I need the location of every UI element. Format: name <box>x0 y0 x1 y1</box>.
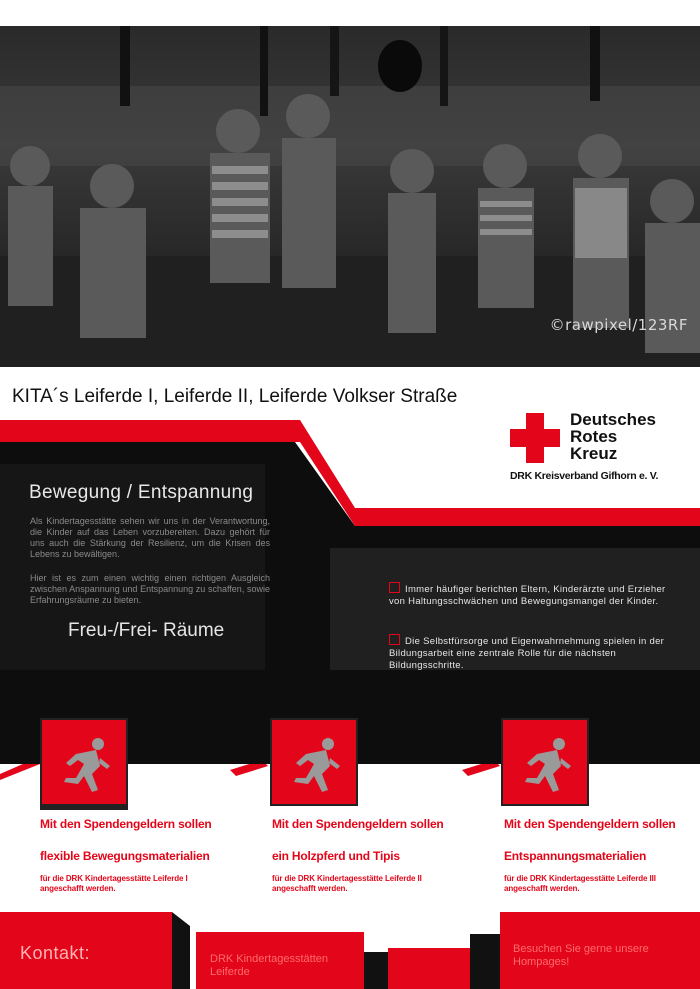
logo-line-3: Kreuz <box>570 444 618 463</box>
card-2-line-1: Mit den Spendengeldern sollen <box>272 817 444 831</box>
logo-subtitle: DRK Kreisverband Gifhorn e. V. <box>510 470 659 482</box>
card-1-line-2: flexible Bewegungsmaterialien <box>40 849 210 863</box>
square-bullet-icon <box>389 634 400 645</box>
note-item <box>389 582 669 608</box>
note-item <box>389 634 669 672</box>
note-text: Immer häufiger berichten Eltern, Kinderärzte und Erzieher von Haltungsschwächen und Bewegungsmangel der Kinder. <box>389 584 666 607</box>
footer-contact-label: Kontakt: <box>20 943 91 963</box>
page-title: KITA´s Leiferde I, Leiferde II, Leiferde Volkser Straße <box>12 386 458 407</box>
section-paragraph-2: Hier ist es zum einen wichtig einen richtigen Ausgleich zwischen Anspannung und Entspannung zu schaffen, sowie Erfahrungsräume zu bieten. <box>30 573 270 605</box>
card-3-line-1: Mit den Spendengeldern sollen <box>504 817 676 831</box>
photo-credit: ©rawpixel/123RF <box>549 316 688 334</box>
card-2-line-2: ein Holzpferd und Tipis <box>272 849 400 863</box>
running-person-icon <box>56 736 116 796</box>
red-cross-icon <box>510 413 560 463</box>
logo-wordmark <box>570 411 656 462</box>
card-2-line-3: für die DRK Kindertagesstätte Leiferde II angeschafft werden. <box>272 874 422 893</box>
square-bullet-icon <box>389 582 400 593</box>
running-person-icon <box>286 736 346 796</box>
card-1-line-1: Mit den Spendengeldern sollen <box>40 817 212 831</box>
card-icon-box <box>501 718 589 806</box>
footer-visit-note: Besuchen Sie gerne unsere Hompages! <box>513 943 649 968</box>
card-3-line-2: Entspannungsmaterialien <box>504 849 647 863</box>
running-person-icon <box>517 736 577 796</box>
card-icon-box <box>40 718 128 806</box>
logo-line-1: Deutsches <box>570 410 656 429</box>
card-1-line-3: für die DRK Kindertagesstätte Leiferde I angeschafft werden. <box>40 874 188 893</box>
card-icon-box <box>270 718 358 806</box>
section-subheading: Freu-/Frei- Räume <box>68 620 225 641</box>
logo-line-2: Rotes <box>570 427 618 446</box>
note-text: Die Selbstfürsorge und Eigenwahrnehmung spielen in der Bildungsarbeit eine zentrale Rolle für die nächsten Bildungsschritte. <box>389 636 665 671</box>
section-paragraph-1: Als Kindertagesstätte sehen wir uns in der Verantwortung, die Kinder auf das Leben vorzubereiten. Dazu gehört für uns auch die Stärkung der Resilienz, um die Krisen des Lebens zu bewältigen. <box>30 516 270 559</box>
footer-organisation: DRK Kindertagesstätten Leiferde <box>210 953 329 978</box>
section-heading: Bewegung / Entspannung <box>29 482 254 503</box>
card-3-line-3: für die DRK Kindertagesstätte Leiferde III angeschafft werden. <box>504 874 656 893</box>
